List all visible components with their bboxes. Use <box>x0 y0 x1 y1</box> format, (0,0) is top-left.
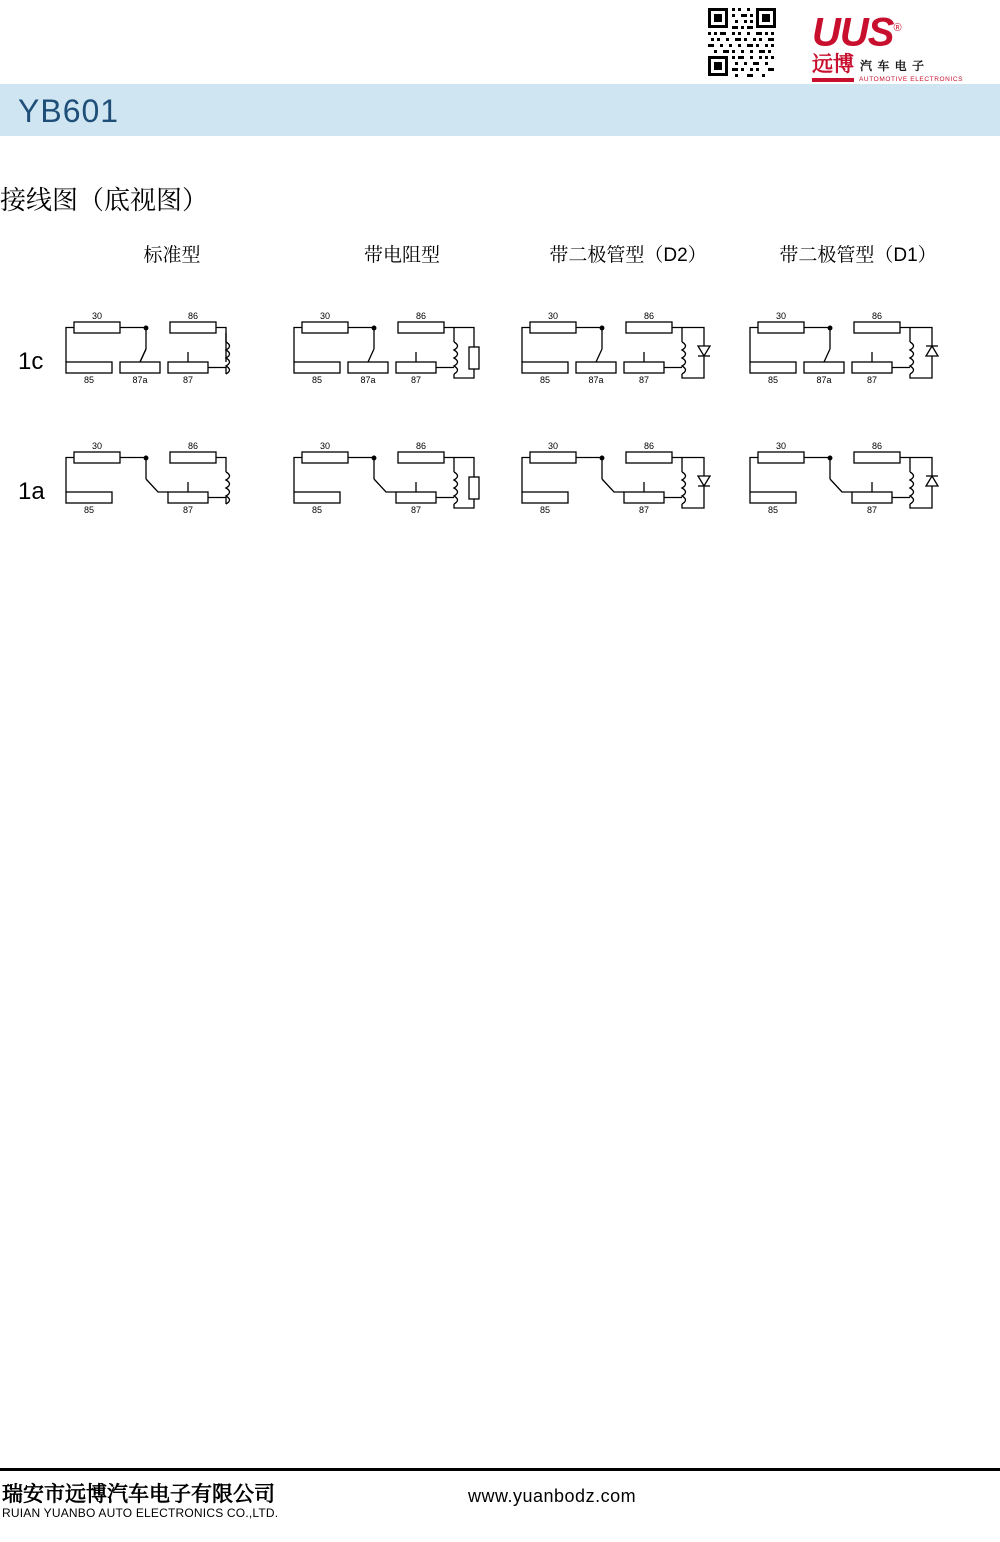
svg-text:85: 85 <box>539 375 551 385</box>
diagram-1c-standard <box>60 300 300 420</box>
terminal-label-30: 30 <box>91 311 103 321</box>
terminal-label-87a: 87a <box>132 375 148 385</box>
section-heading: 接线图（底视图） <box>0 185 209 215</box>
column-header-diode-d1: 带二极管型（D1） <box>779 245 937 266</box>
svg-text:85: 85 <box>767 375 779 385</box>
svg-text:87a: 87a <box>816 375 832 385</box>
terminal-label-86: 86 <box>187 311 199 321</box>
logo-wordmark <box>812 8 982 55</box>
svg-text:86: 86 <box>187 441 199 451</box>
page-title: YB601 <box>18 93 120 129</box>
company-logo <box>812 8 982 84</box>
svg-text:87: 87 <box>410 505 422 515</box>
registered-trademark-icon: ® <box>893 22 901 34</box>
footer-divider <box>0 1468 1000 1471</box>
svg-text:87: 87 <box>866 375 878 385</box>
column-header-diode-d2: 带二极管型（D2） <box>549 245 707 266</box>
svg-text:85: 85 <box>539 505 551 515</box>
svg-text:86: 86 <box>871 311 883 321</box>
diagram-1a-diode-d2 <box>516 430 756 550</box>
footer-company-cn: 瑞安市远博汽车电子有限公司 <box>2 1483 275 1506</box>
svg-text:87: 87 <box>638 505 650 515</box>
svg-text:87a: 87a <box>360 375 376 385</box>
svg-text:30: 30 <box>775 441 787 451</box>
logo-brand-text: UUS <box>812 10 894 55</box>
page-footer <box>0 1476 1000 1536</box>
footer-website[interactable]: www.yuanbodz.com <box>468 1486 637 1506</box>
svg-text:85: 85 <box>311 375 323 385</box>
logo-brand-cn-sub: 汽 车 电 子 <box>860 59 926 74</box>
svg-text:30: 30 <box>775 311 787 321</box>
diagram-column-headers <box>0 240 1000 280</box>
column-header-standard: 标准型 <box>143 245 201 266</box>
logo-tagline-row <box>812 76 982 83</box>
column-header-resistor: 带电阻型 <box>363 245 440 266</box>
svg-text:87: 87 <box>866 505 878 515</box>
svg-text:30: 30 <box>547 441 559 451</box>
footer-company-en: RUIAN YUANBO AUTO ELECTRONICS CO.,LTD. <box>2 1506 279 1520</box>
svg-text:30: 30 <box>91 441 103 451</box>
svg-text:87a: 87a <box>588 375 604 385</box>
diagram-1a-standard <box>60 430 300 550</box>
qr-code-icon <box>706 6 778 78</box>
svg-text:87: 87 <box>410 375 422 385</box>
diagram-1a-diode-d1 <box>744 430 984 550</box>
row-label-1c: 1c <box>18 348 44 375</box>
diagram-1c-diode-d1 <box>744 300 984 420</box>
svg-text:86: 86 <box>871 441 883 451</box>
logo-brand-en: AUTOMOTIVE ELECTRONICS <box>859 76 964 84</box>
svg-text:30: 30 <box>319 311 331 321</box>
svg-text:85: 85 <box>767 505 779 515</box>
logo-brand-cn: 远博 <box>812 53 854 77</box>
page-header <box>0 0 1000 82</box>
diagram-1c-diode-d2 <box>516 300 756 420</box>
svg-text:30: 30 <box>319 441 331 451</box>
svg-text:86: 86 <box>415 311 427 321</box>
terminal-label-87: 87 <box>182 375 194 385</box>
svg-text:87: 87 <box>182 505 194 515</box>
wiring-diagram-grid <box>0 240 1000 515</box>
diagram-1c-resistor <box>288 300 528 420</box>
svg-text:30: 30 <box>547 311 559 321</box>
model-title-band <box>0 84 1000 136</box>
svg-text:87: 87 <box>638 375 650 385</box>
svg-text:85: 85 <box>83 505 95 515</box>
terminal-label-85: 85 <box>83 375 95 385</box>
svg-text:86: 86 <box>643 441 655 451</box>
logo-chinese-row <box>812 54 982 75</box>
logo-red-bar <box>812 78 854 82</box>
row-label-1a: 1a <box>18 478 45 505</box>
svg-text:85: 85 <box>311 505 323 515</box>
svg-text:86: 86 <box>415 441 427 451</box>
svg-text:86: 86 <box>643 311 655 321</box>
diagram-1a-resistor <box>288 430 528 550</box>
